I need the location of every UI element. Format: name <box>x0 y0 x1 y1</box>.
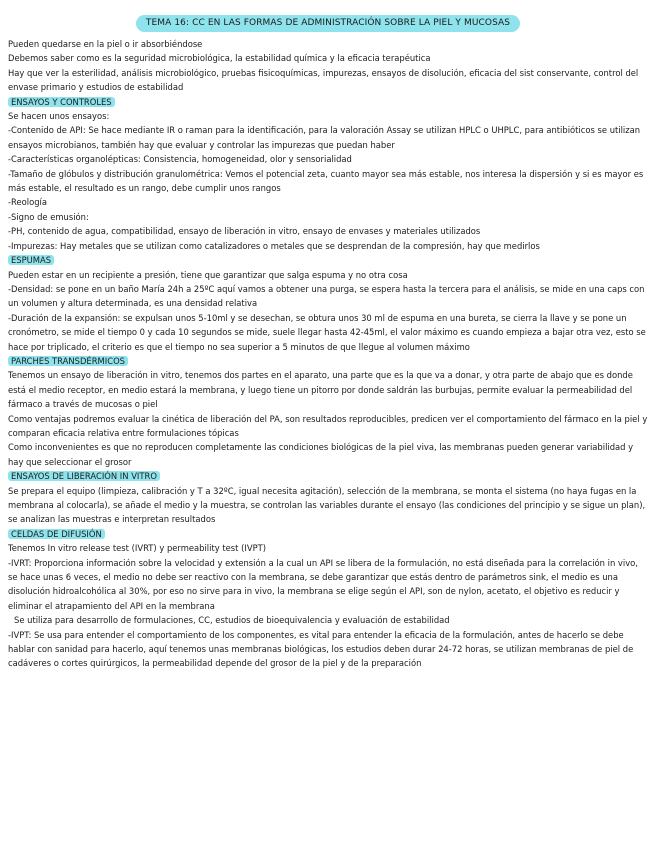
paragraph: -Tamaño de glóbulos y distribución granulométrica: Vemos el potencial zeta, cuanto mayor sea más estable, nos interesa la dispersión y si es mayor es más estable, el resultado es un rango, debe cumplir unos rangos <box>8 168 644 194</box>
paragraph: -Densidad: se pone en un baño María 24h a 25ºC aquí vamos a obtener una purga, se espera hasta la tercera para el análisis, se mide en una caps con un volumen y altura determinada, es una densidad relativa <box>8 283 645 309</box>
paragraph: Se utiliza para desarrollo de formulaciones, CC, estudios de bioequivalencia y evaluación de estabilidad <box>14 615 450 626</box>
intro-line: Pueden quedarse en la piel o ir absorbiéndose <box>8 39 203 49</box>
paragraph: Tenemos In vitro release test (IVRT) y permeability test (IVPT) <box>8 543 267 554</box>
intro-line: Debemos saber como es la seguridad microbiológica, la estabilidad química y la eficacia terapéutica <box>8 53 431 64</box>
paragraph: Se hacen unos ensayos: <box>8 111 110 122</box>
paragraph: -IVPT: Se usa para entender el comportamiento de los componentes, es vital para entender la eficacia de la formulación, antes de hacerlo se debe hablar con sanidad para hacerlo, aquí tenemos unas membranas biológicas, los estudios deben durar 24-72 horas, se utilizan membranas de piel de cadáveres o cortes quirúrgicos, la permeabilidad depende del grosor de la piel y de la preparación <box>8 629 634 669</box>
paragraph: -Duración de la expansión: se expulsan unos 5-10ml y se desechan, se obtura unos 30 ml de espuma en una bureta, se cierra la llave y se pone un cronómetro, se mide el tiempo 0 y cada 10 segundos se mide, suele llegar hasta 42-45ml, el valor máximo es cuando empieza a bajar otra vez, esto se hace por triplicado, el criterio es que el tiempo no sea superior a 5 minutos de que llegue al volumen máximo <box>8 312 646 352</box>
title-wrap <box>8 10 648 32</box>
paragraph: -Características organolépticas: Consistencia, homogeneidad, olor y sensorialidad <box>8 154 352 165</box>
paragraph: -Contenido de API: Se hace mediante IR o raman para la identificación, para la valoración Assay se utilizan HPLC o UHPLC, para antibióticos se utilizan ensayos microbianos, también hay que evaluar y controlar las impurezas que puedan haber <box>8 125 641 150</box>
intro-line: Hay que ver la esterilidad, análisis microbiológico, pruebas fisicoquímicas, impurezas, ensayos de disolución, eficacia del sist conservante, control del envase primario y estudios de estabilidad <box>8 67 639 93</box>
paragraph: Tenemos un ensayo de liberación in vitro, tenemos dos partes en el aparato, una parte que es la que va a donar, y otra parte de abajo que es donde está el medio receptor, en medio estará la membrana, y luego tiene un pitorro por donde saldrán las burbujas, permite evaluar la permeabilidad del fármaco a través de mucosas o piel <box>8 370 633 410</box>
paragraph: -PH, contenido de agua, compatibilidad, ensayo de liberación in vitro, ensayo de envases y materiales utilizados <box>8 226 481 237</box>
paragraph: Se prepara el equipo (limpieza, calibración y T a 32ºC, igual necesita agitación), selección de la membrana, se monta el sistema (no haya fugas en la membrana al colocarla), se añade el medio y la muestra, se controlan las variables durante el ensayo (las condiciones del principio y se sigue un plan), se analizan las muestras e interpretan resultados <box>8 485 646 525</box>
section-heading: ESPUMAS <box>8 253 648 267</box>
section-heading: CELDAS DE DIFUSIÓN <box>8 527 648 541</box>
paragraph: -Signo de emusión: <box>8 211 89 222</box>
paragraph: Pueden estar en un recipiente a presión, tiene que garantizar que salga espuma y no otra cosa <box>8 269 408 280</box>
section-heading: PARCHES TRANSDÉRMICOS <box>8 354 648 368</box>
paragraph: -Impurezas: Hay metales que se utilizan como catalizadores o metales que se desprendan de la compresión, hay que medirlos <box>8 240 540 251</box>
paragraph: Como ventajas podremos evaluar la cinética de liberación del PA, son resultados reproducibles, predicen ver el comportamiento del fármaco en la piel y comparan eficacia relativa entre formulaciones tópicas <box>8 413 648 438</box>
section-heading: ENSAYOS DE LIBERACIÓN IN VITRO <box>8 469 648 483</box>
paragraph: Como inconvenientes es que no reproducen completamente las condiciones biológicas de la piel viva, las membranas pueden generar variabilidad y hay que seleccionar el grosor <box>8 442 634 467</box>
page-title: TEMA 16: CC EN LAS FORMAS DE ADMINISTRACIÓN SOBRE LA PIEL Y MUCOSAS <box>136 15 520 32</box>
paragraph: -IVRT: Proporciona información sobre la velocidad y extensión a la cual un API se libera de la formulación, no está diseñada para la correlación in vivo, se hace unas 6 veces, el medio no debe ser reactivo con la membrana, se debe garantizar que estás dentro de parámetros sink, el medio es una disolución hidroalcohólica al 30%, por eso no sirve para in vivo, la membrana se elige según el API, son de nylon, acetato, el objetivo es reducir y eliminar el atrapamiento del API en la membrana <box>8 557 638 611</box>
section-heading: ENSAYOS Y CONTROLES <box>8 95 648 109</box>
paragraph: -Reología <box>8 197 47 208</box>
